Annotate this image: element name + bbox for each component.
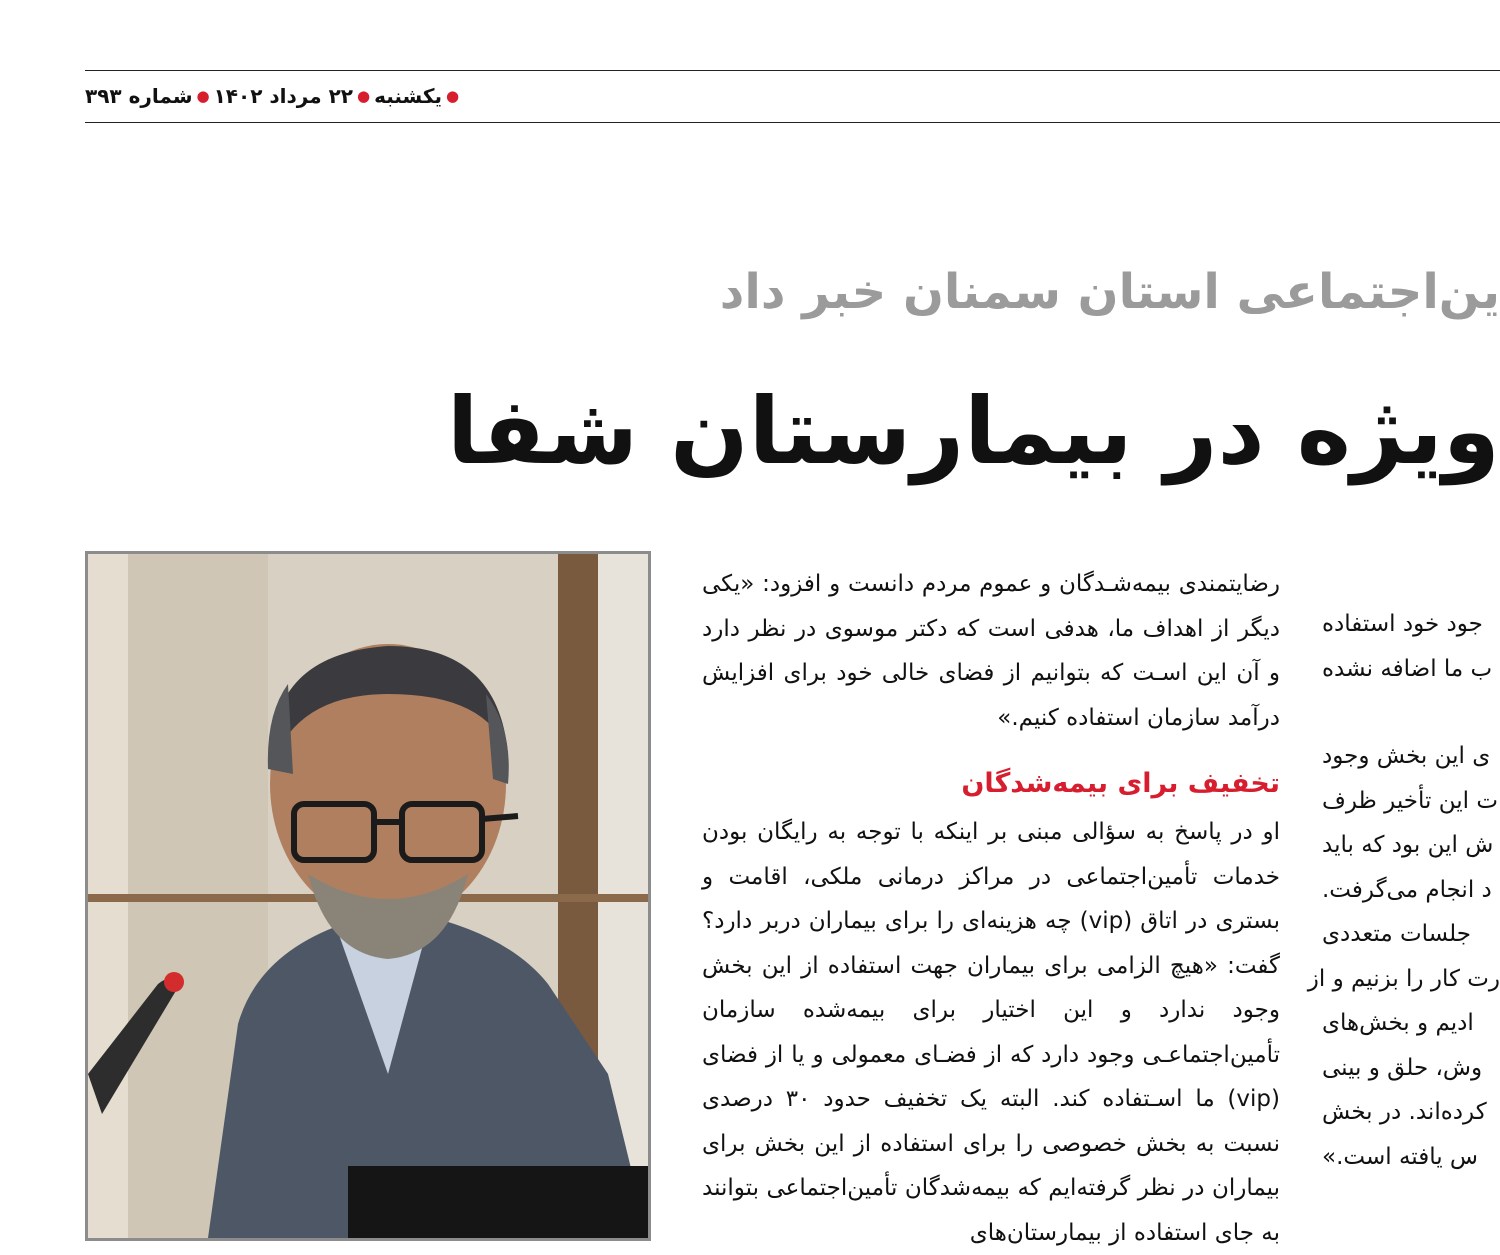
right-column-line: رت کار را بزنیم و از <box>1307 965 1500 992</box>
article-subhead: تخفیف برای بیمه‌شدگان <box>961 768 1280 799</box>
header-bottom-rule <box>85 122 1500 123</box>
right-column-line: س یافته است.» <box>1322 1143 1479 1170</box>
bullet-icon: ● <box>196 87 210 105</box>
right-column-line: وش، حلق و بینی <box>1322 1054 1483 1081</box>
article-right-column <box>1307 602 1500 1241</box>
column-gap <box>1322 691 1500 734</box>
right-column-line: ب ما اضافه نشده <box>1322 655 1493 682</box>
right-column-line: جلسات متعددی <box>1322 921 1471 947</box>
right-column-line: ادیم و بخش‌های <box>1322 1010 1474 1036</box>
bullet-icon: ● <box>446 87 460 105</box>
dateline-date: ۲۲ مرداد ۱۴۰۲ <box>213 84 353 108</box>
right-column-line: ش این بود که باید <box>1322 832 1494 858</box>
dateline-day: یکشنبه <box>374 84 443 108</box>
dateline <box>85 76 485 116</box>
right-column-line: ت این تأخیر ظرف <box>1322 787 1498 814</box>
article-intro-paragraph: رضایتمندی بیمه‌شـدگان و عموم مردم دانست و افزود: «یکی دیگر از اهداف ما، هدفی است که دکتر موسوی در نظر دارد و آن این اسـت که بتوانیم از فضای خالی خود برای افزایش درآمد سازمان استفاده کنیم.» <box>702 571 1280 731</box>
header-top-rule <box>85 70 1500 71</box>
article-headline: ویژه در بیمارستان شفا <box>446 378 1500 485</box>
portrait-illustration <box>88 554 648 1238</box>
dateline-issue: شماره ۳۹۳ <box>85 84 193 108</box>
right-column-line: د انجام می‌گرفت. <box>1322 876 1492 903</box>
right-column-line: ی این بخش وجود <box>1322 743 1491 769</box>
article-kicker: ین‌اجتماعی استان سمنان خبر داد <box>719 264 1500 320</box>
article-photo <box>85 551 651 1241</box>
article-body-paragraph: او در پاسخ به سؤالی مبنی بر اینکه با توجه به رایگان بودن خدمات تأمین‌اجتماعی در مراکز درمانی ملکی، اقامت و بستری در اتاق (vip) چه هزینه‌ای را برای بیماران دربر دارد؟ گفت: «هیچ الزامی برای بیماران جهت استفاده از این بخش وجود ندارد و این اختیار برای بیمه‌شده سازمان تأمین‌اجتماعـی وجود دارد که از فضـای معمولی و یا از فضای (vip) ما اسـتفاده کند. البته یک تخفیف حدود ۳۰ درصدی نسبت به بخش خصوصی را برای استفاده از این بخش برای بیماران در نظر گرفته‌ایم که بیمه‌شدگان تأمین‌اجتماعی بتوانند به جای استفاده از بیمارستان‌های <box>702 819 1280 1246</box>
bullet-icon: ● <box>356 87 371 105</box>
right-column-line: جود خود استفاده <box>1322 611 1483 637</box>
article-main-column <box>702 562 1280 1246</box>
right-column-line: کرده‌اند. در بخش <box>1322 1099 1487 1125</box>
